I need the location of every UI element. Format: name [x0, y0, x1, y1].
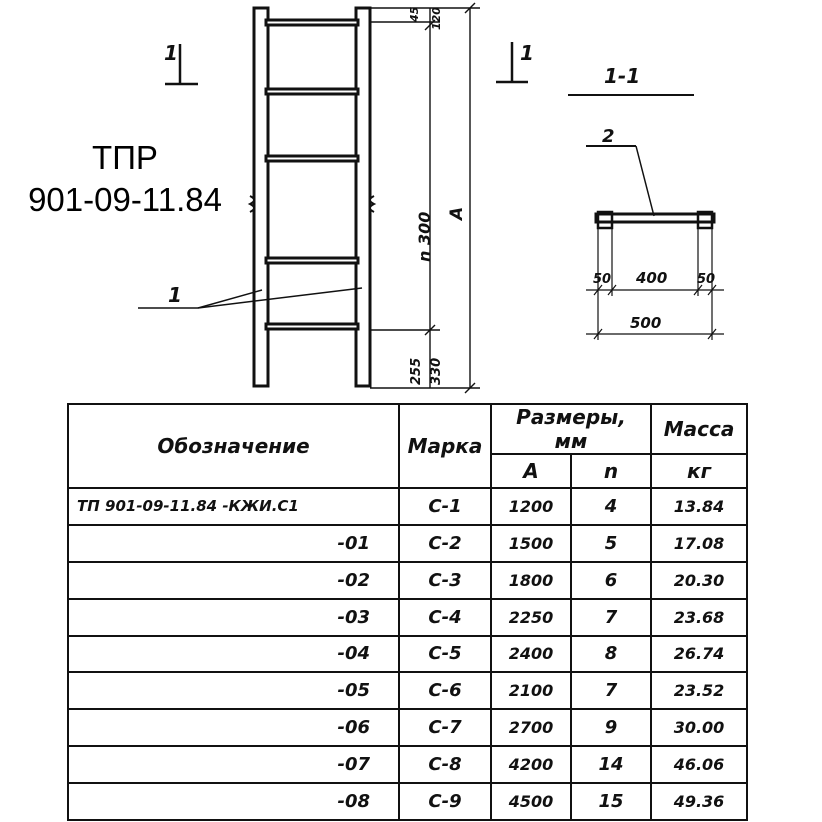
cell-mark: С-5 [399, 636, 491, 673]
cell-mass: 26.74 [651, 636, 747, 673]
cell-mass: 13.84 [651, 488, 747, 525]
specification-table [67, 403, 748, 821]
section-title: 1-1 [604, 64, 641, 88]
header-designation: Обозначение [68, 404, 399, 488]
rung [266, 89, 358, 94]
dim-total: A [447, 206, 467, 220]
cell-a: 2250 [491, 599, 571, 636]
header-mass: Масса [651, 404, 747, 454]
cell-designation: -01 [68, 525, 399, 562]
cell-n: 15 [571, 783, 651, 820]
header-mark: Марка [399, 404, 491, 488]
cell-mark: С-6 [399, 672, 491, 709]
header-dim-a: A [491, 454, 571, 488]
cell-n: 4 [571, 488, 651, 525]
rung [266, 156, 358, 161]
elevation-dimensions [370, 3, 480, 393]
section-detail [586, 146, 724, 340]
header-dimensions: Размеры, мм [491, 404, 651, 454]
cell-designation: -07 [68, 746, 399, 783]
cell-n: 6 [571, 562, 651, 599]
dim-inner: 400 [636, 269, 668, 287]
dim-side-left: 50 [593, 272, 612, 287]
section-mark-right-label: 1 [520, 41, 534, 65]
table-row [68, 672, 747, 709]
cell-designation: ТП 901-09-11.84 -КЖИ.С1 [68, 488, 399, 525]
cell-designation: -08 [68, 783, 399, 820]
cell-mark: С-7 [399, 709, 491, 746]
cell-designation: -02 [68, 562, 399, 599]
callout-rungs: 1 [168, 283, 182, 307]
table-row [68, 525, 747, 562]
cell-a: 4500 [491, 783, 571, 820]
table-row [68, 746, 747, 783]
cell-a: 2100 [491, 672, 571, 709]
cell-mass: 17.08 [651, 525, 747, 562]
table-row [68, 636, 747, 673]
cell-a: 1500 [491, 525, 571, 562]
cell-mark: С-4 [399, 599, 491, 636]
cell-a: 2400 [491, 636, 571, 673]
cell-designation: -06 [68, 709, 399, 746]
cell-mark: С-9 [399, 783, 491, 820]
cell-a: 1200 [491, 488, 571, 525]
table-row [68, 599, 747, 636]
cell-mark: С-8 [399, 746, 491, 783]
table-row [68, 488, 747, 525]
dim-overall: 500 [630, 314, 662, 332]
cell-a: 1800 [491, 562, 571, 599]
cell-n: 7 [571, 599, 651, 636]
header-dim-n: n [571, 454, 651, 488]
ladder-rungs [266, 20, 358, 329]
cell-n: 8 [571, 636, 651, 673]
cell-mass: 30.00 [651, 709, 747, 746]
cell-mass: 46.06 [651, 746, 747, 783]
rung [266, 258, 358, 263]
cell-a: 2700 [491, 709, 571, 746]
cell-mass: 49.36 [651, 783, 747, 820]
cell-mass: 23.68 [651, 599, 747, 636]
header-mass-unit: кг [651, 454, 747, 488]
cell-mass: 20.30 [651, 562, 747, 599]
rung [266, 324, 358, 329]
table-row [68, 783, 747, 820]
table-row [68, 562, 747, 599]
stamp-line-2: 901-09-11.84 [28, 181, 222, 218]
dim-bottom-2: 330 [429, 357, 444, 385]
cell-mark: С-1 [399, 488, 491, 525]
dim-top-2: 120 [430, 7, 443, 30]
cell-designation: -04 [68, 636, 399, 673]
dim-side-right: 50 [697, 272, 716, 287]
cell-n: 14 [571, 746, 651, 783]
stamp-line-1: ТПР [92, 139, 158, 176]
cell-mark: С-2 [399, 525, 491, 562]
cell-designation: -05 [68, 672, 399, 709]
dim-bottom-1: 255 [409, 357, 424, 385]
cell-a: 4200 [491, 746, 571, 783]
cell-n: 9 [571, 709, 651, 746]
callout-part: 2 [602, 126, 615, 147]
table-row [68, 709, 747, 746]
section-mark-left-label: 1 [164, 41, 178, 65]
cell-n: 7 [571, 672, 651, 709]
cell-mark: С-3 [399, 562, 491, 599]
rung [266, 20, 358, 25]
cell-mass: 23.52 [651, 672, 747, 709]
dim-top-1: 45 [408, 6, 421, 22]
cell-designation: -03 [68, 599, 399, 636]
dim-pitch: n 300 [415, 211, 434, 262]
cell-n: 5 [571, 525, 651, 562]
